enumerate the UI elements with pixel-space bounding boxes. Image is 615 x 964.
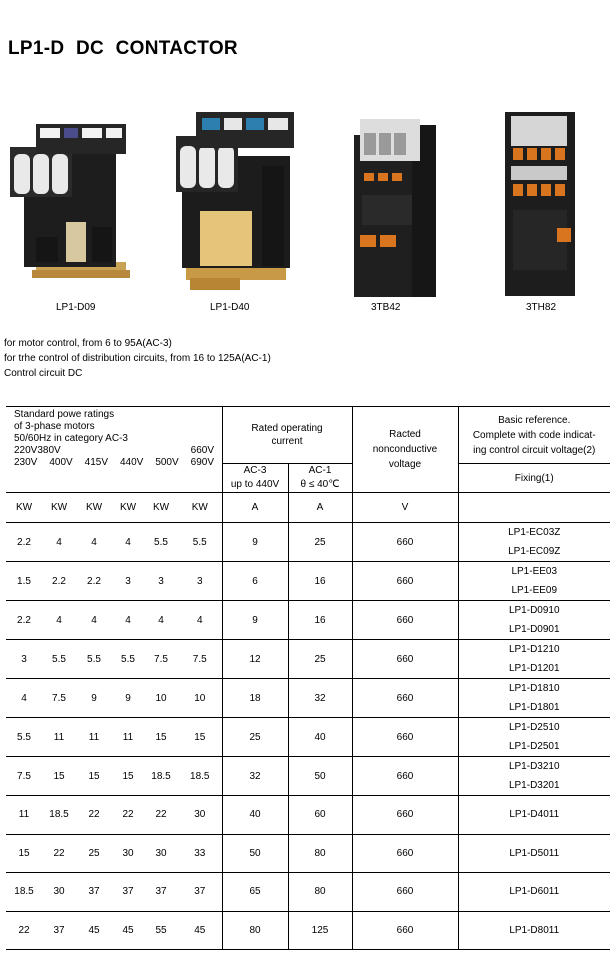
power-kw-cell: 22 bbox=[122, 809, 134, 821]
power-kw-cell: 10 bbox=[155, 692, 167, 704]
power-kw-cell: 30 bbox=[53, 886, 65, 898]
product-label-3th82: 3TH82 bbox=[526, 302, 557, 313]
power-kw-cell: 5.5 bbox=[121, 653, 135, 665]
product-image-3th82 bbox=[503, 110, 579, 298]
data-rows bbox=[6, 523, 610, 950]
power-kw-cell: 45 bbox=[194, 924, 206, 936]
power-kw-cell: 18.5 bbox=[190, 770, 210, 782]
ac1-current-cell: 60 bbox=[288, 796, 352, 835]
reference-cell bbox=[458, 562, 610, 601]
power-kw-cell: 2.2 bbox=[52, 575, 66, 587]
voltage-cell: 660 bbox=[352, 911, 458, 950]
intro-text bbox=[4, 336, 271, 381]
power-kw-cell: 10 bbox=[194, 692, 206, 704]
power-kw-cell: 2.2 bbox=[17, 614, 31, 626]
reference-cell bbox=[458, 679, 610, 718]
product-label-3tb42: 3TB42 bbox=[371, 302, 401, 313]
units-row: KW KW KW KW KW KW A A V bbox=[6, 493, 610, 523]
table-row bbox=[6, 757, 610, 796]
table-row bbox=[6, 873, 610, 912]
table-row bbox=[6, 640, 610, 679]
power-kw-cell: 3 bbox=[196, 575, 203, 587]
ratings-header: Standard powe ratings of 3-phase motors 50/60Hz in category AC-3 220V380V 660V 230V 400V 415V 440V 500V 690V bbox=[14, 409, 214, 468]
ac1-current-cell: 32 bbox=[288, 679, 352, 718]
ac1-current-cell: 50 bbox=[288, 757, 352, 796]
ac1-current-cell: 25 bbox=[288, 523, 352, 562]
table-row bbox=[6, 601, 610, 640]
power-kw-cell: 15 bbox=[155, 731, 167, 743]
power-kw-cell: 2.2 bbox=[17, 536, 31, 548]
power-kw-cell: 11 bbox=[18, 809, 30, 821]
power-kw-cell: 37 bbox=[155, 886, 167, 898]
power-kw-cell: 11 bbox=[88, 731, 100, 743]
power-kw-cell: 15 bbox=[18, 847, 30, 859]
power-kw-cell: 22 bbox=[155, 809, 167, 821]
power-kw-cell: 15 bbox=[194, 731, 206, 743]
power-kw-cell: 4 bbox=[21, 692, 27, 704]
power-kw-cell: 37 bbox=[88, 886, 100, 898]
power-kw-cell: 9 bbox=[125, 692, 131, 704]
ac1-current-cell: 16 bbox=[288, 562, 352, 601]
reference-code: LP1-EC09Z bbox=[508, 546, 561, 557]
reference-code: LP1-D2501 bbox=[508, 741, 560, 752]
power-kw-cell: 55 bbox=[155, 924, 167, 936]
reference-code: LP1-D2510 bbox=[508, 722, 560, 733]
ac3-current-cell: 25 bbox=[222, 718, 288, 757]
voltage-cell: 660 bbox=[352, 640, 458, 679]
product-image-lp1-d40 bbox=[176, 106, 298, 298]
table-row bbox=[6, 523, 610, 562]
power-kw-cell: 4 bbox=[125, 536, 131, 548]
ac3-current-cell: 50 bbox=[222, 834, 288, 873]
power-kw-cell: 9 bbox=[91, 692, 97, 704]
reference-cell bbox=[458, 601, 610, 640]
reference-code: LP1-EE03 bbox=[511, 566, 558, 577]
power-kw-cell: 5.5 bbox=[87, 653, 101, 665]
ac1-header: AC-1 θ ≤ 40℃ bbox=[288, 464, 352, 493]
reference-code: LP1-D1801 bbox=[508, 702, 560, 713]
power-kw-cell: 37 bbox=[194, 886, 206, 898]
table-row bbox=[6, 562, 610, 601]
ac3-current-cell: 12 bbox=[222, 640, 288, 679]
power-kw-cell: 30 bbox=[155, 847, 167, 859]
reference-code: LP1-D1201 bbox=[508, 663, 560, 674]
product-image-3tb42 bbox=[352, 115, 438, 299]
ac3-current-cell: 18 bbox=[222, 679, 288, 718]
power-kw-cell: 22 bbox=[88, 809, 100, 821]
power-kw-cell: 22 bbox=[53, 847, 65, 859]
basic-reference-header: Basic reference. Complete with code indicat- ing control circuit voltage(2) bbox=[458, 407, 610, 464]
table-row bbox=[6, 834, 610, 873]
power-kw-cell: 15 bbox=[122, 770, 134, 782]
power-kw-cell: 5.5 bbox=[192, 536, 207, 548]
power-kw-cell: 4 bbox=[91, 536, 97, 548]
reference-code: LP1-D6011 bbox=[509, 886, 560, 898]
reference-code: LP1-EE09 bbox=[511, 585, 558, 596]
power-kw-cell: 18.5 bbox=[49, 809, 69, 821]
reference-cell bbox=[458, 718, 610, 757]
power-kw-cell: 7.5 bbox=[17, 770, 31, 782]
power-kw-cell: 4 bbox=[91, 614, 97, 626]
power-kw-cell: 18.5 bbox=[14, 886, 34, 898]
reference-code: LP1-D0901 bbox=[508, 624, 560, 635]
voltage-cell: 660 bbox=[352, 601, 458, 640]
power-kw-cell: 15 bbox=[88, 770, 100, 782]
reference-code: LP1-D1210 bbox=[508, 644, 560, 655]
fixing-header: Fixing(1) bbox=[458, 464, 610, 493]
ac3-header: AC-3 up to 440V bbox=[222, 464, 288, 493]
ac3-current-cell: 9 bbox=[222, 523, 288, 562]
power-kw-cell: 5.5 bbox=[52, 653, 66, 665]
intro-line-motor: for motor control, from 6 to 95A(AC-3) bbox=[4, 338, 172, 349]
power-kw-cell: 37 bbox=[122, 886, 134, 898]
ac3-current-cell: 65 bbox=[222, 873, 288, 912]
reference-cell bbox=[458, 834, 610, 873]
ac3-current-cell: 9 bbox=[222, 601, 288, 640]
power-kw-cell: 4 bbox=[196, 614, 203, 626]
voltage-cell: 660 bbox=[352, 718, 458, 757]
reference-code: LP1-D1810 bbox=[508, 683, 560, 694]
power-kw-cell: 3 bbox=[158, 575, 164, 587]
power-kw-cell: 33 bbox=[194, 847, 206, 859]
power-kw-cell: 15 bbox=[53, 770, 65, 782]
reference-cell bbox=[458, 873, 610, 912]
ac1-current-cell: 80 bbox=[288, 873, 352, 912]
power-kw-cell: 30 bbox=[194, 809, 206, 821]
power-kw-cell: 7.5 bbox=[154, 653, 168, 665]
power-kw-cell: 5.5 bbox=[17, 731, 31, 743]
voltage-cell: 660 bbox=[352, 679, 458, 718]
ac3-current-cell: 80 bbox=[222, 911, 288, 950]
ac3-current-cell: 40 bbox=[222, 796, 288, 835]
product-label-lp1-d40: LP1-D40 bbox=[210, 302, 250, 313]
ac3-current-cell: 32 bbox=[222, 757, 288, 796]
power-kw-cell: 30 bbox=[122, 847, 134, 859]
voltage-cell: 660 bbox=[352, 562, 458, 601]
product-label-lp1-d09: LP1-D09 bbox=[56, 302, 96, 313]
power-kw-cell: 7.5 bbox=[52, 692, 66, 704]
reference-code: LP1-EC03Z bbox=[508, 527, 561, 538]
product-image-lp1-d09 bbox=[6, 112, 131, 292]
power-kw-cell: 11 bbox=[53, 731, 65, 743]
power-kw-cell: 18.5 bbox=[151, 770, 171, 782]
power-kw-cell: 4 bbox=[56, 536, 62, 548]
power-kw-cell: 45 bbox=[122, 924, 134, 936]
power-kw-cell: 1.5 bbox=[17, 575, 31, 587]
reference-code: LP1-D4011 bbox=[509, 809, 560, 821]
voltage-cell: 660 bbox=[352, 796, 458, 835]
reference-cell bbox=[458, 796, 610, 835]
table-row bbox=[6, 796, 610, 835]
power-kw-cell: 4 bbox=[125, 614, 131, 626]
ac1-current-cell: 40 bbox=[288, 718, 352, 757]
power-kw-cell: 37 bbox=[53, 924, 65, 936]
reference-code: LP1-D3210 bbox=[508, 761, 560, 772]
reference-cell bbox=[458, 757, 610, 796]
reference-code: LP1-D8011 bbox=[509, 924, 560, 936]
voltage-cell: 660 bbox=[352, 523, 458, 562]
ac3-current-cell: 6 bbox=[222, 562, 288, 601]
reference-code: LP1-D3201 bbox=[508, 780, 560, 791]
intro-line-distribution: for trhe control of distribution circuits, from 16 to 125A(AC-1) bbox=[4, 353, 271, 364]
intro-line-control: Control circuit DC bbox=[4, 368, 83, 379]
voltage-cell: 660 bbox=[352, 873, 458, 912]
table-row bbox=[6, 718, 610, 757]
power-kw-cell: 45 bbox=[88, 924, 100, 936]
power-kw-cell: 11 bbox=[122, 731, 134, 743]
ac1-current-cell: 16 bbox=[288, 601, 352, 640]
voltage-header: Racted nonconductive voltage bbox=[352, 407, 458, 493]
reference-code: LP1-D5011 bbox=[509, 847, 560, 859]
voltage-cell: 660 bbox=[352, 757, 458, 796]
reference-cell bbox=[458, 640, 610, 679]
ac1-current-cell: 25 bbox=[288, 640, 352, 679]
power-kw-cell: 5.5 bbox=[154, 536, 168, 548]
reference-cell bbox=[458, 523, 610, 562]
reference-cell bbox=[458, 911, 610, 950]
spec-table bbox=[6, 406, 610, 950]
power-kw-cell: 2.2 bbox=[87, 575, 101, 587]
power-kw-cell: 4 bbox=[158, 614, 164, 626]
table-row bbox=[6, 679, 610, 718]
ac1-current-cell: 125 bbox=[288, 911, 352, 950]
power-kw-cell: 25 bbox=[88, 847, 100, 859]
power-kw-cell: 22 bbox=[18, 924, 30, 936]
power-kw-cell: 3 bbox=[21, 653, 27, 665]
table-row bbox=[6, 911, 610, 950]
rated-current-header: Rated operating current bbox=[222, 407, 352, 464]
power-kw-cell: 3 bbox=[125, 575, 131, 587]
reference-code: LP1-D0910 bbox=[508, 605, 560, 616]
power-kw-cell: 4 bbox=[56, 614, 62, 626]
voltage-cell: 660 bbox=[352, 834, 458, 873]
power-kw-cell: 7.5 bbox=[192, 653, 207, 665]
ac1-current-cell: 80 bbox=[288, 834, 352, 873]
page-title: LP1-D DC CONTACTOR bbox=[8, 38, 238, 59]
